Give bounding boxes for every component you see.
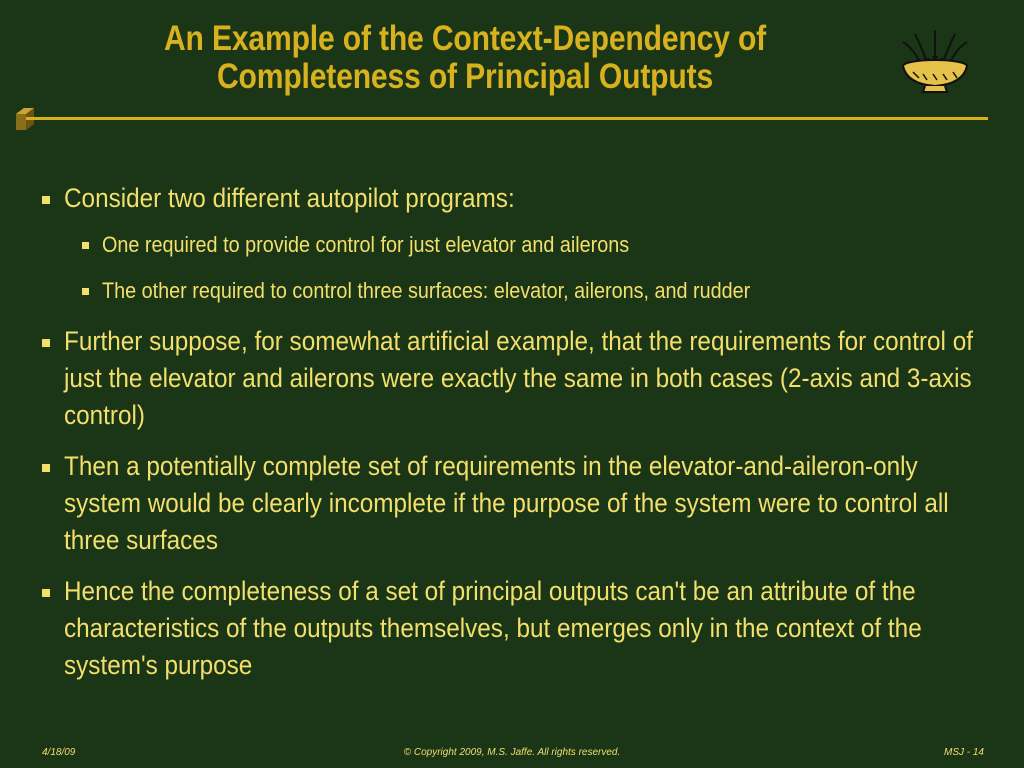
bullet-item — [40, 180, 990, 217]
sub-bullet-item — [40, 231, 990, 259]
sub-bullet-text: The other required to control three surfaces: elevator, ailerons, and rudder — [102, 278, 751, 303]
square-bullet-icon — [82, 288, 89, 295]
bowl-logo-icon — [893, 24, 977, 96]
square-bullet-icon — [42, 339, 50, 347]
square-bullet-icon — [42, 589, 50, 597]
square-bullet-icon — [42, 464, 50, 472]
footer-date: 4/18/09 — [42, 747, 76, 758]
footer-copyright: © Copyright 2009, M.S. Jaffe. All rights reserved. — [403, 747, 621, 758]
square-bullet-icon — [42, 196, 50, 204]
sub-bullet-item — [40, 277, 990, 305]
bullet-text: Hence the completeness of a set of principal outputs can't be an attribute of the characteristics of the outputs themselves, but emerges only in the context of the system's purpose — [64, 576, 922, 680]
slide-body — [40, 180, 990, 698]
bullet-text: Further suppose, for somewhat artificial example, that the requirements for control of just the elevator and ailerons were exactly the same in both cases (2-axis and 3-axis control) — [64, 326, 973, 430]
title-divider — [26, 117, 988, 120]
bullet-item — [40, 573, 990, 684]
title-line-2: Completeness of Principal Outputs — [216, 57, 714, 96]
bullet-text: Then a potentially complete set of requirements in the elevator-and-aileron-only system would be clearly incomplete if the purpose of the system were to control all three surfaces — [64, 451, 949, 555]
bullet-text: Consider two different autopilot programs: — [64, 183, 515, 213]
bullet-item — [40, 448, 990, 559]
slide-title — [100, 20, 831, 96]
square-bullet-icon — [82, 242, 89, 249]
bullet-item — [40, 323, 990, 434]
title-line-1: An Example of the Context-Dependency of — [163, 19, 767, 58]
footer-page-number: MSJ - 14 — [943, 747, 984, 758]
sub-bullet-text: One required to provide control for just elevator and ailerons — [102, 232, 630, 257]
